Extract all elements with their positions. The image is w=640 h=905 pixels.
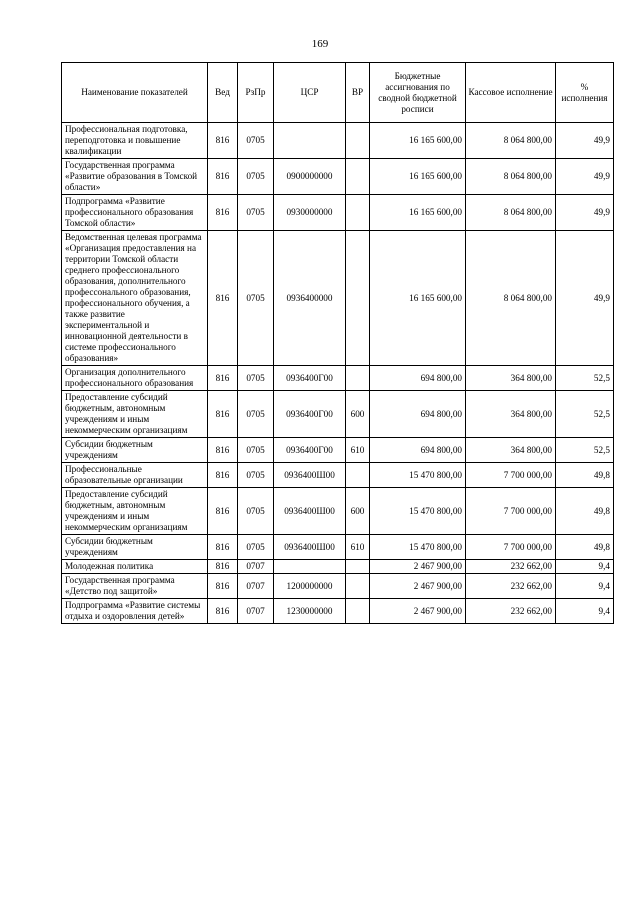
cell-name: Подпрограмма «Развитие профессионального образования Томской области»	[62, 195, 208, 231]
cell-ved: 816	[208, 438, 238, 463]
cell-assigned: 15 470 800,00	[370, 463, 466, 488]
budget-execution-table	[61, 62, 614, 624]
cell-percent: 9,4	[556, 599, 614, 624]
cell-assigned: 694 800,00	[370, 438, 466, 463]
cell-assigned: 694 800,00	[370, 391, 466, 438]
cell-percent: 49,8	[556, 488, 614, 535]
cell-rzpr: 0705	[238, 195, 274, 231]
cell-executed: 7 700 000,00	[466, 535, 556, 560]
cell-ved: 816	[208, 123, 238, 159]
cell-name: Государственная программа «Развитие образования в Томской области»	[62, 159, 208, 195]
cell-vr: 610	[346, 438, 370, 463]
table-row	[62, 574, 614, 599]
table-row	[62, 599, 614, 624]
cell-percent: 52,5	[556, 366, 614, 391]
cell-percent: 52,5	[556, 438, 614, 463]
cell-vr: 600	[346, 391, 370, 438]
table-row	[62, 463, 614, 488]
cell-csr: 0936400Г00	[274, 366, 346, 391]
cell-csr: 0936400000	[274, 231, 346, 366]
cell-name: Предоставление субсидий бюджетным, автономным учреждениям и иным некоммерческим организациям	[62, 391, 208, 438]
cell-ved: 816	[208, 560, 238, 574]
table-row	[62, 366, 614, 391]
cell-name: Ведомственная целевая программа «Организация предоставления на территории Томской области среднего профессионального образования, дополнительного профессонального образования, профессионального обучения, а также развитие экспериментальной и инновационной деятельности в системе профессионального образования»	[62, 231, 208, 366]
cell-csr: 1230000000	[274, 599, 346, 624]
cell-rzpr: 0707	[238, 560, 274, 574]
cell-executed: 364 800,00	[466, 366, 556, 391]
cell-vr	[346, 195, 370, 231]
column-header-ved: Вед	[208, 63, 238, 123]
column-header-name: Наименование показателей	[62, 63, 208, 123]
cell-csr: 0936400Ш00	[274, 463, 346, 488]
cell-ved: 816	[208, 391, 238, 438]
cell-executed: 232 662,00	[466, 560, 556, 574]
cell-csr: 0936400Ш00	[274, 535, 346, 560]
cell-percent: 49,8	[556, 535, 614, 560]
cell-executed: 7 700 000,00	[466, 488, 556, 535]
cell-ved: 816	[208, 463, 238, 488]
cell-assigned: 16 165 600,00	[370, 123, 466, 159]
cell-ved: 816	[208, 366, 238, 391]
cell-csr: 0900000000	[274, 159, 346, 195]
cell-name: Организация дополнительного профессионального образования	[62, 366, 208, 391]
cell-assigned: 2 467 900,00	[370, 560, 466, 574]
cell-rzpr: 0705	[238, 438, 274, 463]
table-row	[62, 123, 614, 159]
cell-name: Профессиональные образовательные организации	[62, 463, 208, 488]
cell-vr	[346, 123, 370, 159]
cell-vr	[346, 463, 370, 488]
column-header-csr: ЦСР	[274, 63, 346, 123]
column-header-rzpr: РзПр	[238, 63, 274, 123]
cell-percent: 9,4	[556, 560, 614, 574]
table-row	[62, 391, 614, 438]
cell-executed: 232 662,00	[466, 574, 556, 599]
cell-name: Предоставление субсидий бюджетным, автономным учреждениям и иным некоммерческим организациям	[62, 488, 208, 535]
cell-rzpr: 0705	[238, 391, 274, 438]
cell-ved: 816	[208, 231, 238, 366]
cell-name: Подпрограмма «Развитие системы отдыха и оздоровления детей»	[62, 599, 208, 624]
cell-csr	[274, 560, 346, 574]
cell-csr: 0936400Ш00	[274, 488, 346, 535]
table-row	[62, 159, 614, 195]
cell-percent: 52,5	[556, 391, 614, 438]
cell-percent: 9,4	[556, 574, 614, 599]
cell-ved: 816	[208, 599, 238, 624]
cell-csr	[274, 123, 346, 159]
cell-percent: 49,9	[556, 159, 614, 195]
cell-percent: 49,9	[556, 123, 614, 159]
table-row	[62, 560, 614, 574]
cell-assigned: 15 470 800,00	[370, 488, 466, 535]
cell-rzpr: 0705	[238, 488, 274, 535]
cell-rzpr: 0705	[238, 231, 274, 366]
cell-name: Субсидии бюджетным учреждениям	[62, 535, 208, 560]
cell-vr: 600	[346, 488, 370, 535]
cell-executed: 364 800,00	[466, 391, 556, 438]
cell-percent: 49,9	[556, 195, 614, 231]
cell-vr	[346, 366, 370, 391]
cell-assigned: 16 165 600,00	[370, 231, 466, 366]
column-header-executed: Кассовое исполнение	[466, 63, 556, 123]
column-header-percent: % исполнения	[556, 63, 614, 123]
cell-name: Молодежная политика	[62, 560, 208, 574]
cell-vr: 610	[346, 535, 370, 560]
cell-csr: 0936400Г00	[274, 391, 346, 438]
cell-vr	[346, 599, 370, 624]
cell-executed: 232 662,00	[466, 599, 556, 624]
cell-ved: 816	[208, 574, 238, 599]
cell-executed: 8 064 800,00	[466, 195, 556, 231]
cell-rzpr: 0705	[238, 463, 274, 488]
table-row	[62, 195, 614, 231]
cell-rzpr: 0705	[238, 366, 274, 391]
page-number: 169	[311, 38, 329, 50]
cell-assigned: 16 165 600,00	[370, 195, 466, 231]
cell-name: Государственная программа «Детство под защитой»	[62, 574, 208, 599]
cell-rzpr: 0705	[238, 159, 274, 195]
cell-percent: 49,9	[556, 231, 614, 366]
cell-name: Профессиональная подготовка, переподготовка и повышение квалификации	[62, 123, 208, 159]
cell-ved: 816	[208, 535, 238, 560]
cell-name: Субсидии бюджетным учреждениям	[62, 438, 208, 463]
cell-assigned: 2 467 900,00	[370, 574, 466, 599]
cell-assigned: 2 467 900,00	[370, 599, 466, 624]
cell-assigned: 15 470 800,00	[370, 535, 466, 560]
table-row	[62, 438, 614, 463]
cell-rzpr: 0707	[238, 574, 274, 599]
cell-rzpr: 0707	[238, 599, 274, 624]
cell-assigned: 16 165 600,00	[370, 159, 466, 195]
cell-executed: 8 064 800,00	[466, 159, 556, 195]
cell-percent: 49,8	[556, 463, 614, 488]
cell-csr: 0930000000	[274, 195, 346, 231]
table-row	[62, 231, 614, 366]
cell-ved: 816	[208, 488, 238, 535]
cell-assigned: 694 800,00	[370, 366, 466, 391]
cell-ved: 816	[208, 159, 238, 195]
cell-vr	[346, 574, 370, 599]
cell-executed: 8 064 800,00	[466, 231, 556, 366]
cell-vr	[346, 560, 370, 574]
cell-executed: 364 800,00	[466, 438, 556, 463]
cell-csr: 1200000000	[274, 574, 346, 599]
cell-vr	[346, 231, 370, 366]
cell-csr: 0936400Г00	[274, 438, 346, 463]
cell-ved: 816	[208, 195, 238, 231]
cell-executed: 7 700 000,00	[466, 463, 556, 488]
table-row	[62, 488, 614, 535]
cell-rzpr: 0705	[238, 123, 274, 159]
column-header-assigned: Бюджетные ассигнования по сводной бюджетной росписи	[370, 63, 466, 123]
cell-executed: 8 064 800,00	[466, 123, 556, 159]
cell-rzpr: 0705	[238, 535, 274, 560]
table-body	[62, 123, 614, 624]
cell-vr	[346, 159, 370, 195]
table-row	[62, 535, 614, 560]
table-header-row	[62, 63, 614, 123]
column-header-vr: ВР	[346, 63, 370, 123]
